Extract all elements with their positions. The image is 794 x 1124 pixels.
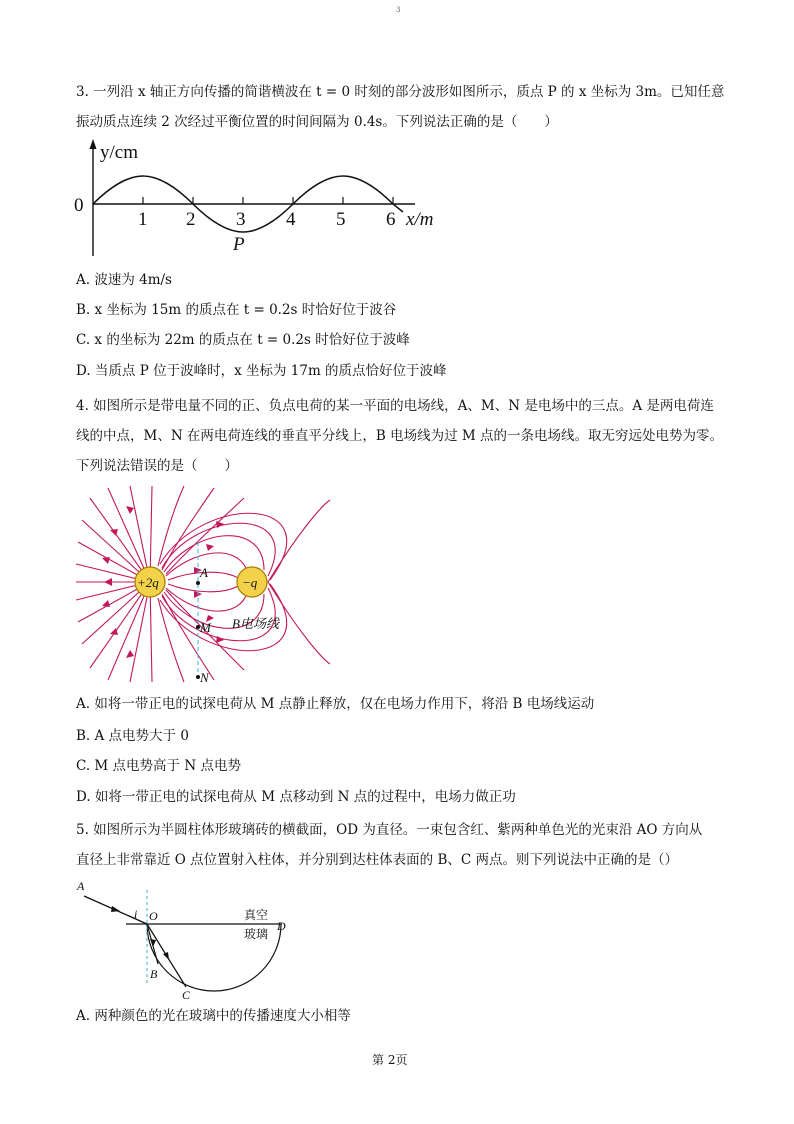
q4-stem-line2: 线的中点，M、N 在两电荷连线的垂直平分线上，B 电场线为过 M 点的一条电场线。取无穷远处电势为零。 [76,428,724,444]
b-field-line-label: B电场线 [232,616,279,631]
incidence-angle-label: i [134,907,138,921]
q4-field-figure [74,484,334,684]
tick-label: 5 [336,209,346,230]
q5-glass-figure [74,874,304,1004]
point-d-label: D [277,919,286,933]
point-n-label: N [200,670,209,684]
q3-stem-line1: 3. 一列沿 x 轴正方向传播的简谐横波在 t = 0 时刻的部分波形如图所示，质点 P 的 x 坐标为 3m。已知任意 [76,84,725,100]
origin-label: 0 [74,195,84,216]
point-m-label: M [200,620,211,635]
q3-wave-figure [70,136,460,260]
ray-a-label: A [77,879,85,893]
x-axis-label: x/m [406,209,434,230]
glass-label: 玻璃 [244,927,269,941]
q4-stem-line1: 4. 如图所示是带电量不同的正、负点电荷的某一平面的电场线，A、M、N 是电场中的三点。A 是两电荷连 [76,398,714,414]
point-o-label: O [149,909,158,923]
q3-option-d: D. 当质点 P 位于波峰时，x 坐标为 17m 的质点恰好位于波峰 [76,363,447,379]
q3-option-b: B. x 坐标为 15m 的质点在 t = 0.2s 时恰好位于波谷 [76,302,397,318]
q5-stem-line1: 5. 如图所示为半圆柱体形玻璃砖的横截面，OD 为直径。一束包含红、紫两种单色光的光束沿 AO 方向从 [76,822,703,838]
tick-label: 1 [138,209,148,230]
point-a-label: A [200,565,208,580]
q4-option-d: D. 如将一带正电的试探电荷从 M 点移动到 N 点的过程中，电场力做正功 [76,789,516,805]
q3-option-a: A. 波速为 4m/s [76,272,172,288]
point-c-label: C [182,988,191,1002]
tick-label: 2 [186,209,196,230]
tick-label: 4 [286,209,296,230]
q5-stem-line2: 直径上非常靠近 O 点位置射入柱体，并分别到达柱体表面的 B、C 两点。则下列说法中正确的是（） [76,852,678,868]
page-footer: 第 2页 [372,1053,408,1067]
q4-option-a: A. 如将一带正电的试探电荷从 M 点静止释放，仅在电场力作用下，将沿 B 电场线运动 [76,696,595,712]
vacuum-label: 真空 [244,908,269,922]
point-p-label: P [233,234,245,255]
q5-option-a: A. 两种颜色的光在玻璃中的传播速度大小相等 [76,1008,351,1024]
tick-label: 3 [236,209,246,230]
q4-option-b: B. A 点电势大于 0 [76,728,189,744]
point-b-label: B [150,967,158,981]
y-axis-label: y/cm [100,142,138,163]
q3-option-c: C. x 的坐标为 22m 的质点在 t = 0.2s 时恰好位于波峰 [76,332,410,348]
negative-charge-label: −q [242,575,258,590]
tick-label: 6 [386,209,396,230]
positive-charge-label: +2q [137,575,159,590]
q3-stem-line2: 振动质点连续 2 次经过平衡位置的时间间隔为 0.4s。下列说法正确的是（ ） [76,114,558,130]
header-mark: 3 [396,6,401,14]
q4-option-c: C. M 点电势高于 N 点电势 [76,758,241,774]
q4-stem-line3: 下列说法错误的是（ ） [76,458,238,474]
